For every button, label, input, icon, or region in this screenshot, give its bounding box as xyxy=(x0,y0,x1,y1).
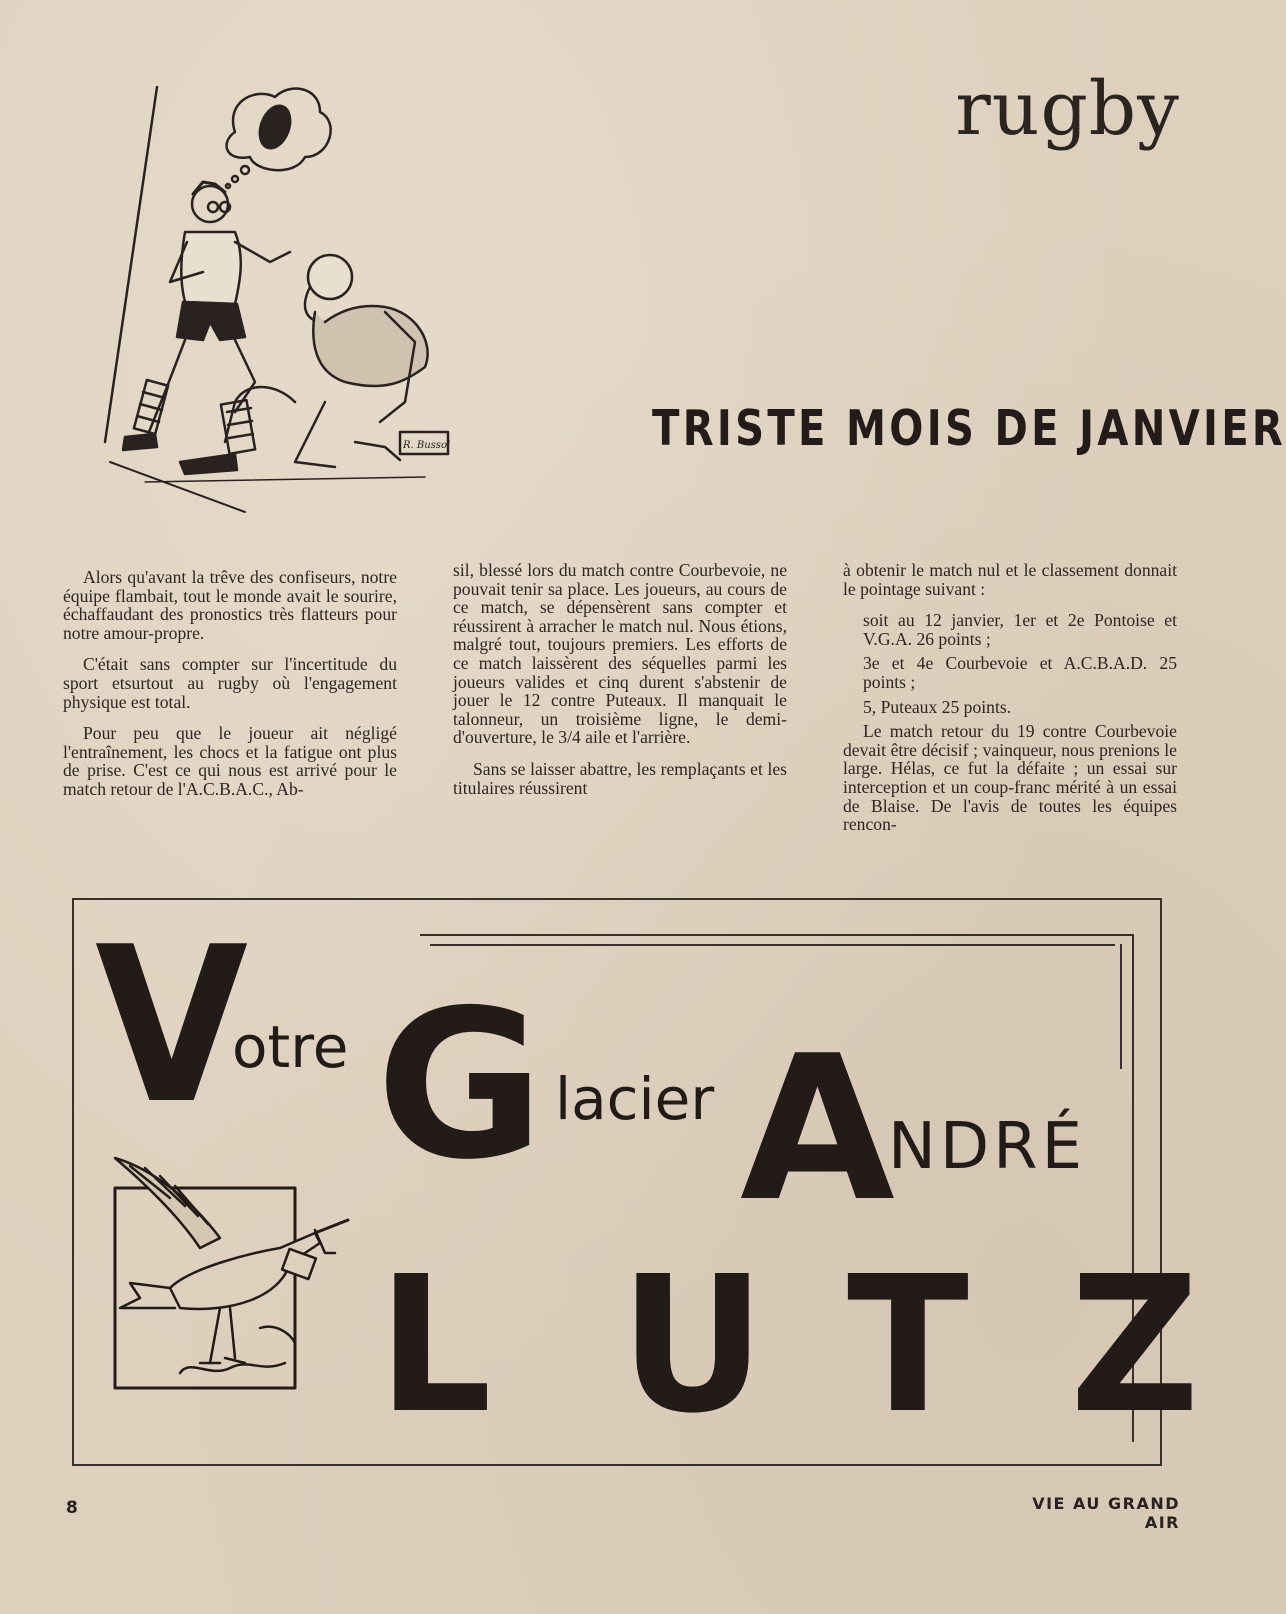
stork-illustration xyxy=(110,1158,350,1398)
paragraph: sil, blessé lors du match contre Courbevoie, ne pouvait tenir sa place. Les joueurs, au cours de ce match, se dépensèrent sans compter et réussirent à arracher le match nul. Nous étions, malgré tout, toujours premiers. Les efforts de ce match laissèrent des séquelles parmi les joueurs valides et cinq durent s'abstenir de jouer le 12 contre Puteaux. Il manquait le talonneur, un troisième ligne, le demi-d'ouverture, le 3/4 aile et l'arrière. xyxy=(453,560,787,748)
ad-lutz-letter: U xyxy=(620,1236,766,1455)
cartoon-signature: R. Bussol xyxy=(403,440,451,451)
magazine-name: VIE AU GRAND AIR xyxy=(1032,1494,1180,1532)
ad-decorative-line xyxy=(430,944,1115,946)
paragraph: C'était sans compter sur l'incertitude du sport etsurtout au rugby où l'engagement physique est total. xyxy=(63,654,397,712)
paragraph: Le match retour du 19 contre Courbevoie devait être décisif ; vainqueur, nous prenions le large. Hélas, ce fut la défaite ; un essai sur interception et un coup-franc mérité à un essai de Blaise. De l'avis de toutes les équipes rencon- xyxy=(843,721,1177,835)
ad-lutz-letter: T xyxy=(847,1236,969,1455)
ad-initial-g: G xyxy=(376,967,545,1205)
article-headline: TRISTE MOIS DE JANVIER xyxy=(652,400,1286,457)
ad-lutz-letter: Z xyxy=(1070,1236,1200,1455)
article-column-2 xyxy=(453,561,787,810)
page-number: 8 xyxy=(66,1498,78,1518)
article-column-1 xyxy=(63,568,397,812)
paragraph: Sans se laisser abattre, les remplaçants et les titulaires réussirent xyxy=(453,758,787,798)
paragraph: à obtenir le match nul et le classement donnait le pointage suivant : xyxy=(843,560,1177,599)
ad-word-lacier: lacier xyxy=(555,1065,715,1133)
paragraph: Alors qu'avant la trêve des confiseurs, notre équipe flambait, tout le monde avait le sourire, échaffaudant des pronostics très flatteurs pour notre amour-propre. xyxy=(63,567,397,643)
standings-line: 3e et 4e Courbevoie et A.C.B.A.D. 25 points ; xyxy=(863,653,1177,692)
ad-initial-v: V xyxy=(95,900,249,1151)
standings-line: 5, Puteaux 25 points. xyxy=(863,696,1012,717)
ad-decorative-line xyxy=(420,934,1132,936)
ad-decorative-line xyxy=(1120,944,1122,1069)
ad-word-ndre: NDRÉ xyxy=(888,1110,1087,1184)
ad-lutz-letter: L xyxy=(378,1236,492,1455)
ad-word-otre: otre xyxy=(232,1013,349,1081)
rugby-cartoon-illustration xyxy=(85,82,495,532)
section-title: rugby xyxy=(955,66,1180,152)
standings-line: soit au 12 janvier, 1er et 2e Pontoise et V.G.A. 26 points ; xyxy=(863,610,1177,649)
ad-initial-a: A xyxy=(740,1013,895,1246)
paragraph: Pour peu que le joueur ait négligé l'entraînement, les chocs et la fatigue ont plus de prise. C'est ce qui nous est arrivé pour le match retour de l'A.C.B.A.C., Ab- xyxy=(63,723,397,799)
article-column-3 xyxy=(843,561,1177,847)
